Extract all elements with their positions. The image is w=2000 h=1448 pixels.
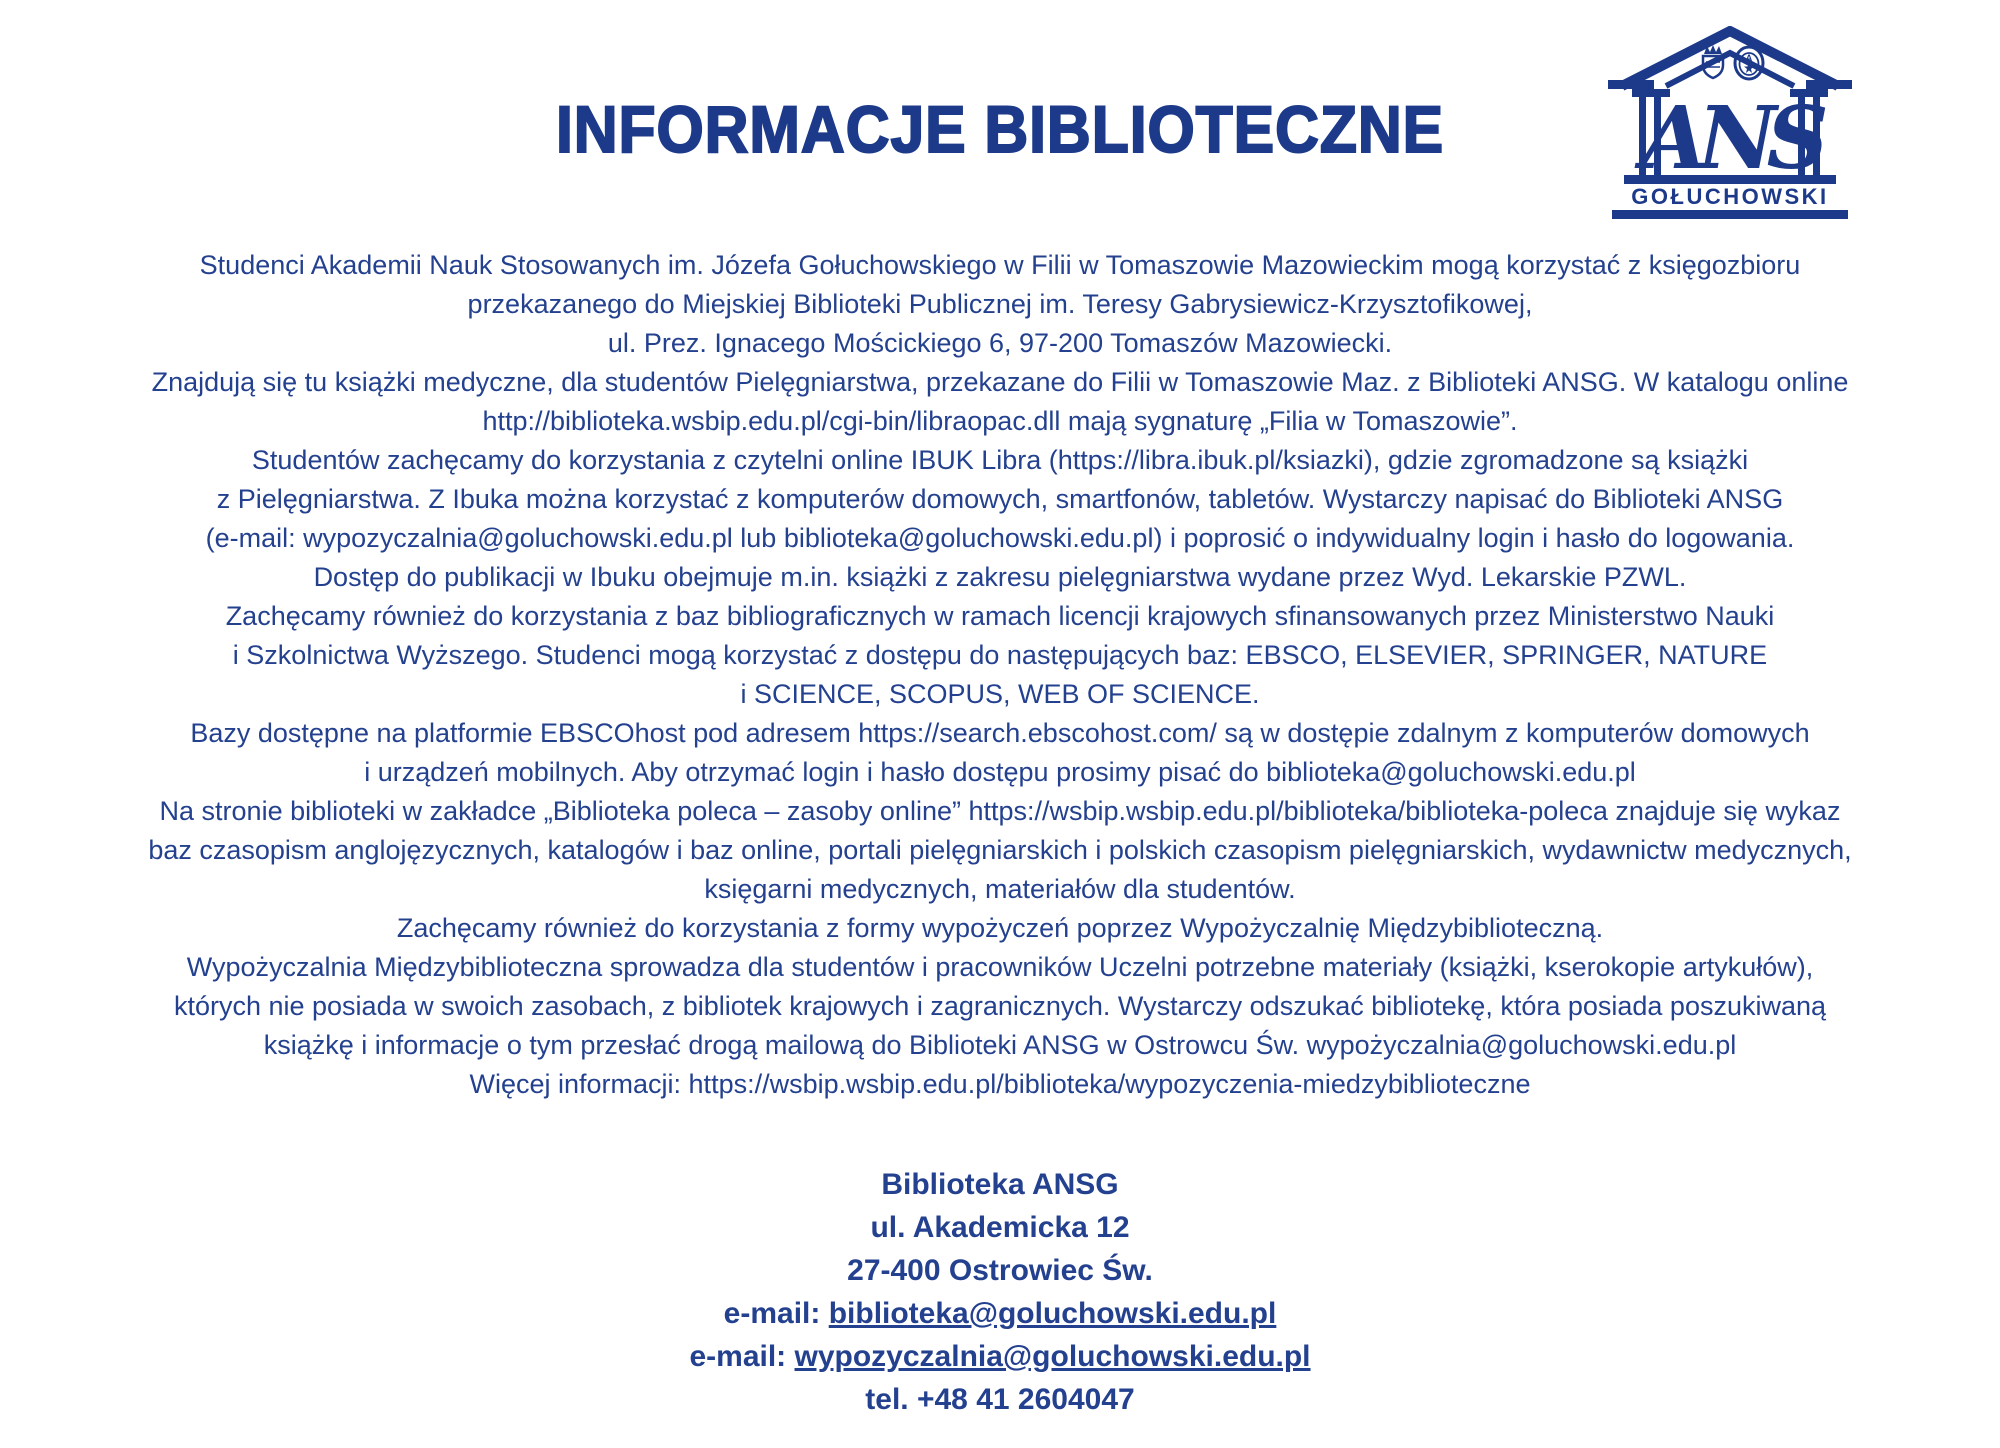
- contact-email-line-2: [0, 1335, 2000, 1378]
- page-title: INFORMACJE BIBLIOTECZNE: [555, 92, 1445, 166]
- contact-city: 27-400 Ostrowiec Św.: [847, 1254, 1153, 1287]
- body-line: http://biblioteka.wsbip.edu.pl/cgi-bin/libraopac.dll mają sygnaturę „Filia w Tomaszowie”.: [482, 406, 1518, 436]
- body-line: księgarni medycznych, materiałów dla studentów.: [704, 874, 1296, 904]
- body-line: Wypożyczalnia Międzybiblioteczna sprowadza dla studentów i pracowników Uczelni potrzebne materiały (książki, kserokopie artykułów),: [186, 952, 1814, 982]
- body-line: baz czasopism anglojęzycznych, katalogów i baz online, portali pielęgniarskich i polskich czasopism pielęgniarskich, wydawnictw medycznych,: [148, 835, 1852, 865]
- email-link-wypozyczalnia[interactable]: wypozyczalnia@goluchowski.edu.pl: [794, 1340, 1311, 1373]
- body-line: i Szkolnictwa Wyższego. Studenci mogą korzystać z dostępu do następujących baz: EBSCO, ELSEVIER, SPRINGER, NATURE: [232, 640, 1768, 670]
- email-link-biblioteka[interactable]: biblioteka@goluchowski.edu.pl: [828, 1297, 1277, 1330]
- contact-phone: tel. +48 41 2604047: [865, 1383, 1135, 1416]
- logo-org-name: GOŁUCHOWSKI: [1631, 184, 1829, 209]
- body-line: książkę i informacje o tym przesłać drogą mailową do Biblioteki ANSG w Ostrowcu Św. wypożyczalnia@goluchowski.edu.pl: [263, 1030, 1737, 1060]
- body-line: Zachęcamy również do korzystania z formy wypożyczeń poprzez Wypożyczalnię Międzybiblioteczną.: [396, 913, 1604, 943]
- body-line: Więcej informacji: https://wsbip.wsbip.edu.pl/biblioteka/wypozyczenia-miedzybiblioteczne: [469, 1069, 1531, 1099]
- body-line: których nie posiada w swoich zasobach, z bibliotek krajowych i zagranicznych. Wystarczy odszukać bibliotekę, która posiada poszukiwaną: [173, 991, 1827, 1021]
- body-line: ul. Prez. Ignacego Mościckiego 6, 97-200 Tomaszów Mazowiecki.: [607, 328, 1393, 358]
- info-text-block: [0, 246, 2000, 1104]
- contact-block: [0, 1163, 2000, 1421]
- body-line: przekazanego do Miejskiej Biblioteki Publicznej im. Teresy Gabrysiewicz-Krzysztofikowej,: [467, 289, 1533, 319]
- body-line: Na stronie biblioteki w zakładce „Biblioteka poleca – zasoby online” https://wsbip.wsbip.edu.pl/biblioteka/biblioteka-poleca znajduje się wykaz: [159, 796, 1841, 826]
- contact-street: ul. Akademicka 12: [870, 1211, 1130, 1244]
- body-line: z Pielęgniarstwa. Z Ibuka można korzystać z komputerów domowych, smartfonów, tabletów. Wystarczy napisać do Biblioteki ANSG: [216, 484, 1784, 514]
- body-line: i urządzeń mobilnych. Aby otrzymać login i hasło dostępu prosimy pisać do biblioteka@goluchowski.edu.pl: [364, 757, 1636, 787]
- email-label: e-mail:: [689, 1340, 787, 1373]
- logo-crest-icon: [1703, 45, 1723, 78]
- temple-logo-icon: [1608, 26, 1852, 220]
- contact-email-line-1: [0, 1292, 2000, 1335]
- body-line: Zachęcamy również do korzystania z baz bibliograficznych w ramach licencji krajowych sfinansowanych przez Ministerstwo Nauki: [225, 601, 1775, 631]
- body-line: (e-mail: wypozyczalnia@goluchowski.edu.pl lub biblioteka@goluchowski.edu.pl) i poprosić o indywidualny login i hasło do logowania.: [205, 523, 1795, 553]
- contact-name: Biblioteka ANSG: [881, 1168, 1119, 1201]
- email-label: e-mail:: [723, 1297, 821, 1330]
- body-line: Studentów zachęcamy do korzystania z czytelni online IBUK Libra (https://libra.ibuk.pl/ksiazki), gdzie zgromadzone są książki: [251, 445, 1749, 475]
- logo-roof: [1622, 31, 1838, 86]
- logo-base: [1612, 210, 1848, 219]
- body-line: Studenci Akademii Nauk Stosowanych im. Józefa Gołuchowskiego w Filii w Tomaszowie Mazowieckim mogą korzystać z księgozbioru: [199, 250, 1801, 280]
- logo-seal-icon: [1735, 47, 1763, 79]
- body-line: Bazy dostępne na platformie EBSCOhost pod adresem https://search.ebscohost.com/ są w dostępie zdalnym z komputerów domowych: [190, 718, 1810, 748]
- body-line: Dostęp do publikacji w Ibuku obejmuje m.in. książki z zakresu pielęgniarstwa wydane przez Wyd. Lekarskie PZWL.: [313, 562, 1687, 592]
- body-line: i SCIENCE, SCOPUS, WEB OF SCIENCE.: [740, 679, 1260, 709]
- logo-monogram: ANS: [1641, 88, 1819, 189]
- ans-goluchowski-logo: [1608, 26, 1852, 220]
- body-line: Znajdują się tu książki medyczne, dla studentów Pielęgniarstwa, przekazane do Filii w Tomaszowie Maz. z Biblioteki ANSG. W katalogu online: [151, 367, 1849, 397]
- svg-text:A: A: [1745, 53, 1753, 63]
